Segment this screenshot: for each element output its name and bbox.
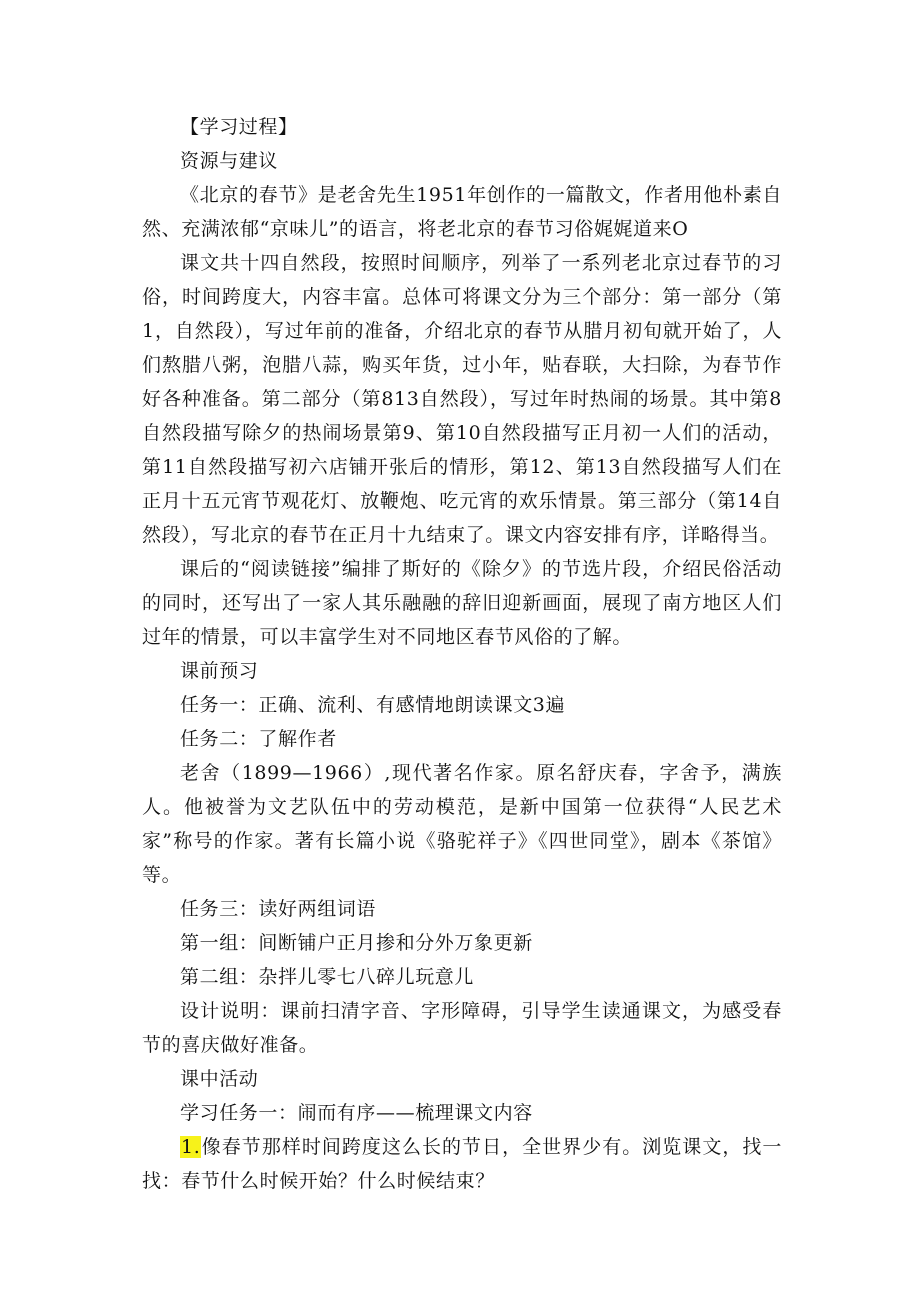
word-group-two: 第二组：杂拌儿零七八碎儿玩意儿 — [180, 966, 475, 988]
resources-heading: 资源与建议 — [180, 150, 279, 172]
question-text: 像春节那样时间跨度这么长的节日，全世界少有。浏览课文，找一找：春节什么时候开始？什么时候结束？ — [142, 1136, 782, 1192]
question-one — [142, 1130, 782, 1198]
section-title: 【学习过程】 — [180, 116, 298, 138]
question-number-highlight: 1. — [181, 1136, 201, 1158]
task-one: 任务一：正确、流利、有感情地朗读课文3遍 — [180, 694, 566, 716]
word-group-one: 第一组：间断铺户正月掺和分外万象更新 — [180, 932, 533, 954]
learning-task-one: 学习任务一：闹而有序——梳理课文内容 — [180, 1102, 533, 1124]
task-two: 任务二：了解作者 — [180, 728, 337, 750]
task-three: 任务三：读好两组词语 — [180, 898, 377, 920]
reading-link-paragraph: 课后的“阅读链接”编排了斯好的《除夕》的节选片段，介绍民俗活动的同时，还写出了一家人其乐融融的辞旧迎新画面，展现了南方地区人们过年的情景，可以丰富学生对不同地区春节风俗的了解。 — [142, 558, 782, 648]
intro-paragraph: 《北京的春节》是老舍先生1951年创作的一篇散文，作者用他朴素自然、充满浓郁“京味儿”的语言，将老北京的春节习俗娓娓道来O — [142, 184, 782, 240]
author-paragraph: 老舍（1899—1966）,现代著名作家。原名舒庆春，字舍予，满族人。他被誉为文艺队伍中的劳动模范，是新中国第一位获得“人民艺术家”称号的作家。著有长篇小说《骆驼祥子》《四世同堂》，剧本《茶馆》等。 — [142, 762, 782, 886]
structure-paragraph: 课文共十四自然段，按照时间顺序，列举了一系列老北京过春节的习俗，时间跨度大，内容丰富。总体可将课文分为三个部分：第一部分（第1，自然段），写过年前的准备，介绍北京的春节从腊月初旬就开始了，人们熬腊八粥，泡腊八蒜，购买年货，过小年，贴春联，大扫除，为春节作好各种准备。第二部分（第813自然段），写过年时热闹的场景。其中第8自然段描写除夕的热闹场景第9、第10自然段描写正月初一人们的活动，第11自然段描写初六店铺开张后的情形，第12、第13自然段描写人们在正月十五元宵节观花灯、放鞭炮、吃元宵的欢乐情景。第三部分（第14自然段），写北京的春节在正月十九结束了。课文内容安排有序，详略得当。 — [142, 252, 782, 546]
document-body — [142, 110, 782, 1198]
design-note: 设计说明：课前扫清字音、字形障碍，引导学生读通课文，为感受春节的喜庆做好准备。 — [142, 1000, 782, 1056]
preview-heading: 课前预习 — [180, 660, 259, 682]
class-activity-heading: 课中活动 — [180, 1068, 259, 1090]
